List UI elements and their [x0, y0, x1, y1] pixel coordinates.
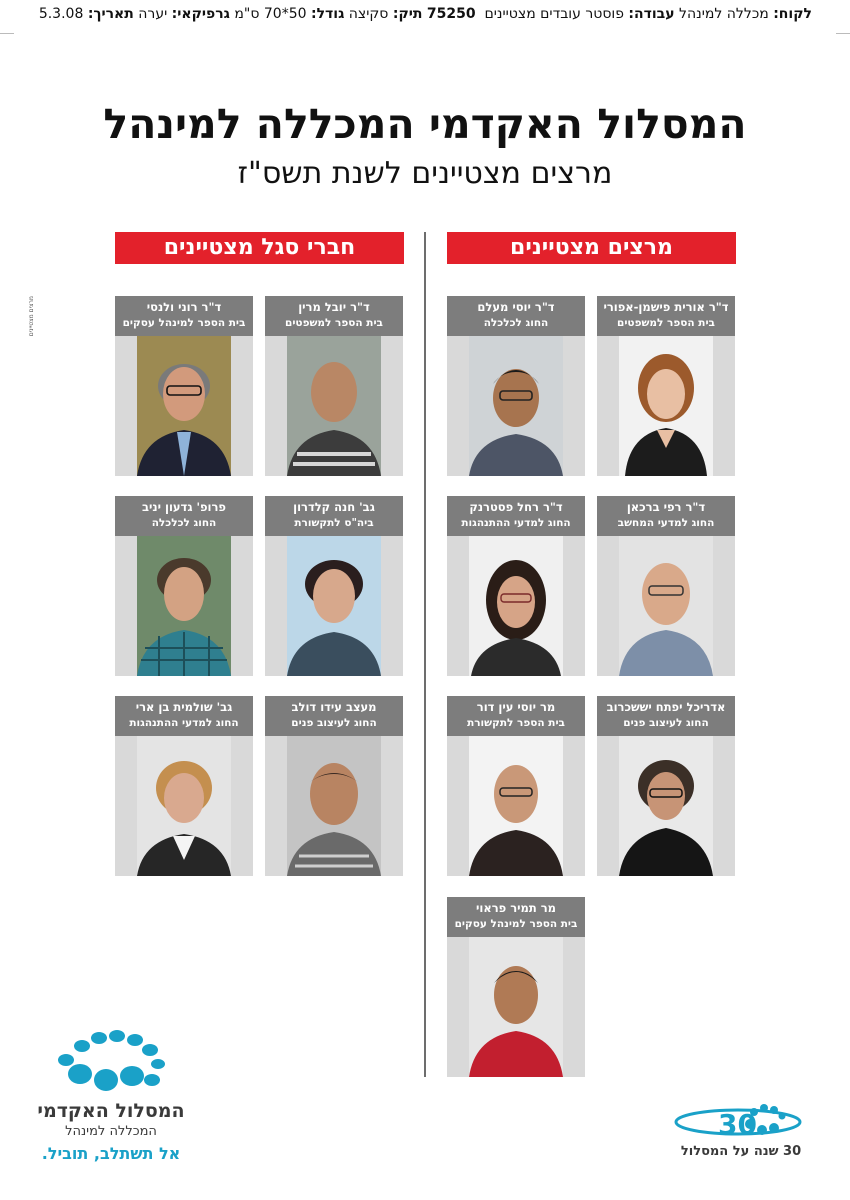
portrait-photo: [287, 736, 381, 876]
lecturer-card: [447, 696, 585, 876]
thirty-years-text: 30 שנה על המסלול: [680, 1144, 802, 1159]
file-value: סקיצה: [348, 6, 389, 22]
card-caption: [597, 496, 735, 536]
college-logo-mark: [36, 1030, 186, 1096]
person-name: ד"ר רפי ברכאן: [626, 500, 706, 514]
person-department: החוג לעיצוב פנים: [291, 717, 377, 729]
portrait-photo: [287, 536, 381, 676]
person-department: החוג לכלכלה: [483, 317, 549, 329]
faculty-card: [115, 496, 253, 676]
person-name: גב' שולמית בן ארי: [135, 700, 233, 714]
card-caption: [447, 296, 585, 336]
person-name: פרופ' גדעון יניב: [142, 500, 226, 514]
person-name: ד"ר רוני ולנסי: [146, 300, 222, 314]
person-department: החוג למדעי ההתנהגות: [129, 717, 239, 729]
thirty-years-mark: [666, 1100, 816, 1144]
portrait-photo: [137, 336, 231, 476]
lecturer-card: [597, 696, 735, 876]
section-header-faculty: חברי סגל מצטיינים: [115, 232, 404, 264]
logo-line-2: המכללה למינהל: [65, 1124, 157, 1139]
logo-slogan: אל תשתלב, תוביל.: [41, 1144, 181, 1163]
person-name: ד"ר יובל מרין: [298, 300, 370, 314]
person-department: בית הספר למינהל עסקים: [122, 317, 246, 329]
portrait-photo: [619, 736, 713, 876]
person-name: מר תמיר פראוי: [476, 901, 556, 915]
person-name: ד"ר רחל פסטרנק: [469, 500, 563, 514]
date-label: תאריך:: [87, 6, 134, 22]
portrait-photo: [469, 937, 563, 1077]
file-label: תיק:: [392, 6, 423, 22]
person-department: החוג למדעי ההתנהגות: [461, 517, 571, 529]
column-divider: [424, 232, 426, 1077]
card-caption: [597, 696, 735, 736]
faculty-card: [115, 296, 253, 476]
size-value: 50*70 ס"מ: [234, 6, 307, 22]
side-note: מרצים מצטיינים: [28, 296, 35, 337]
section-header-lecturers: מרצים מצטיינים: [447, 232, 736, 264]
date-value: 5.3.08: [38, 6, 84, 22]
portrait-photo: [137, 536, 231, 676]
lecturer-card: [447, 296, 585, 476]
person-department: בית הספר לתקשורת: [467, 717, 565, 729]
card-caption: [447, 496, 585, 536]
person-department: החוג לכלכלה: [151, 517, 217, 529]
lecturer-card: [447, 897, 585, 1077]
person-department: החוג למדעי המחשב: [617, 517, 715, 529]
client-label: לקוח:: [773, 6, 812, 22]
portrait-photo: [619, 536, 713, 676]
person-name: ד"ר יוסי מעלם: [477, 300, 555, 314]
thirty-years-logo: [666, 1100, 816, 1170]
lecturer-card: [447, 496, 585, 676]
portrait-photo: [469, 336, 563, 476]
person-department: בית הספר למינהל עסקים: [454, 918, 578, 930]
card-caption: [265, 496, 403, 536]
person-department: בית הספר למשפטים: [285, 317, 383, 329]
thirty-number: 30: [718, 1108, 757, 1141]
portrait-photo: [287, 336, 381, 476]
poster-title: המסלול האקדמי המכללה למינהל: [103, 100, 747, 148]
card-caption: [265, 296, 403, 336]
crop-mark: [836, 33, 850, 34]
person-name: מר יוסי עין דור: [476, 700, 556, 714]
portrait-photo: [469, 736, 563, 876]
person-name: מעצב עידו דולב: [291, 700, 377, 714]
portrait-photo: [619, 336, 713, 476]
lecturer-card: [597, 296, 735, 476]
client-value: מכללה למינהל: [679, 6, 769, 22]
crop-mark: [0, 33, 14, 34]
person-department: ביה"ס לתקשורת: [294, 517, 374, 529]
file-number: 75250: [426, 6, 476, 22]
person-department: החוג לעיצוב פנים: [623, 717, 709, 729]
person-department: בית הספר למשפטים: [617, 317, 715, 329]
poster-subtitle: מרצים מצטיינים לשנת תשס"ז: [237, 156, 613, 191]
person-name: גב' חנה קלדרון: [293, 500, 375, 514]
card-caption: [115, 496, 253, 536]
job-label: עבודה:: [628, 6, 675, 22]
faculty-card: [265, 696, 403, 876]
logo-line-1: המסלול האקדמי: [37, 1100, 185, 1122]
card-caption: [447, 696, 585, 736]
job-value: פוסטר עובדים מצטיינים: [484, 6, 624, 22]
faculty-card: [115, 696, 253, 876]
card-caption: [597, 296, 735, 336]
card-caption: [447, 897, 585, 937]
faculty-card: [265, 496, 403, 676]
portrait-photo: [137, 736, 231, 876]
faculty-card: [265, 296, 403, 476]
card-caption: [115, 696, 253, 736]
card-caption: [265, 696, 403, 736]
person-name: ד"ר אורית פישמן-אפורי: [603, 300, 729, 314]
job-info-bar: [38, 6, 812, 26]
college-logo: [36, 1030, 186, 1170]
designer-value: יערה: [138, 6, 168, 22]
person-name: אדריכל יפתח יששכרוב: [606, 700, 726, 714]
lecturer-card: [597, 496, 735, 676]
size-label: גודל:: [310, 6, 345, 22]
card-caption: [115, 296, 253, 336]
portrait-photo: [469, 536, 563, 676]
designer-label: גרפיקאי:: [171, 6, 230, 22]
